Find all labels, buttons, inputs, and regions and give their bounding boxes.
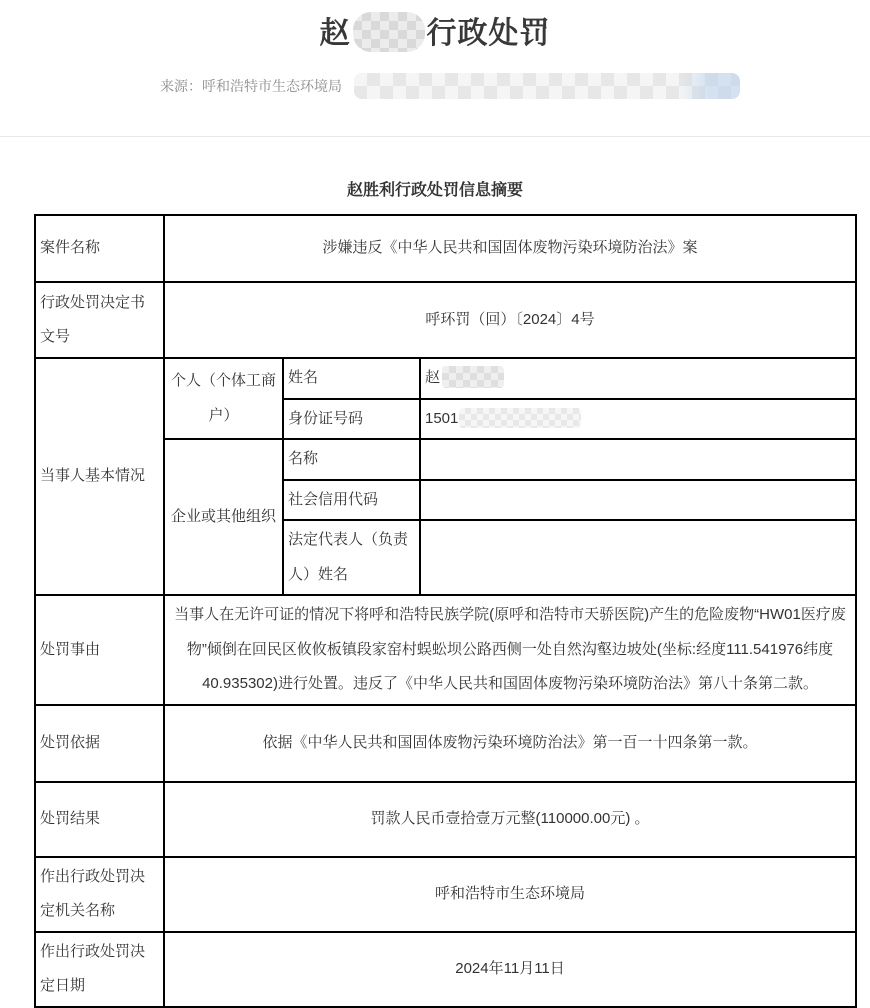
penalty-reason-label: 处罚事由 [35,595,164,705]
page-title-prefix: 赵 [319,17,351,50]
article-content [0,177,870,1008]
case-name-value: 涉嫌违反《中华人民共和国固体废物污染环境防治法》案 [164,215,856,282]
decision-agency-value: 呼和浩特市生态环境局 [164,857,856,932]
table-row [35,215,856,282]
party-individual-label: 个人（个体工商户） [164,358,283,439]
party-name-value-text: 赵 [425,369,441,387]
decision-agency-label: 作出行政处罚决定机关名称 [35,857,164,932]
table-row [35,282,856,358]
party-id-value-text: 1501 [425,409,459,427]
summary-table-caption: 赵胜利行政处罚信息摘要 [346,182,523,200]
penalty-result-value: 罚款人民币壹拾壹万元整(110000.00元) 。 [164,782,856,857]
penalty-result-label: 处罚结果 [35,782,164,857]
org-legal-rep-value [420,520,856,595]
table-row [35,932,856,1007]
penalty-reason-value: 当事人在无许可证的情况下将呼和浩特民族学院(原呼和浩特市天骄医院)产生的危险废物“HW01医疗废物”倾倒在回民区攸攸板镇段家窑村蜈蚣坝公路西侧一处自然沟壑边坡处(坐标:经度111.541976纬度40.935302)进行处置。违反了《中华人民共和国固体废物污染环境防治法》第八十条第二款。 [164,595,856,705]
party-name-label: 姓名 [283,358,420,399]
redaction-blur-source [354,73,740,99]
party-id-value [420,399,856,440]
header-divider [0,136,870,137]
org-credit-code-value [420,480,856,521]
redaction-blur-name [442,366,504,388]
page-title [0,12,870,58]
doc-number-label: 行政处罚决定书文号 [35,282,164,358]
penalty-summary-table [34,214,857,1008]
source-label: 来源：呼和浩特市生态环境局 [160,78,342,95]
page-header [0,0,870,137]
org-legal-rep-label: 法定代表人（负责人）姓名 [283,520,420,595]
redaction-blur-title [353,12,425,52]
penalty-basis-value: 依据《中华人民共和国固体废物污染环境防治法》第一百一十四条第一款。 [164,705,856,782]
table-row [35,705,856,782]
table-row [35,595,856,705]
party-info-label: 当事人基本情况 [35,358,164,595]
penalty-basis-label: 处罚依据 [35,705,164,782]
redaction-blur-id [459,408,581,428]
party-id-label: 身份证号码 [283,399,420,440]
table-row [35,358,856,399]
table-row [35,782,856,857]
doc-number-value: 呼环罚（回）〔2024〕4号 [164,282,856,358]
case-name-label: 案件名称 [35,215,164,282]
org-credit-code-label: 社会信用代码 [283,480,420,521]
party-organization-label: 企业或其他组织 [164,439,283,595]
org-name-label: 名称 [283,439,420,480]
page-title-suffix: 行政处罚 [426,17,551,50]
source-row [0,72,870,100]
decision-date-value: 2024年11月11日 [164,932,856,1007]
org-name-value [420,439,856,480]
party-name-value [420,358,856,399]
table-row [35,857,856,932]
decision-date-label: 作出行政处罚决定日期 [35,932,164,1007]
